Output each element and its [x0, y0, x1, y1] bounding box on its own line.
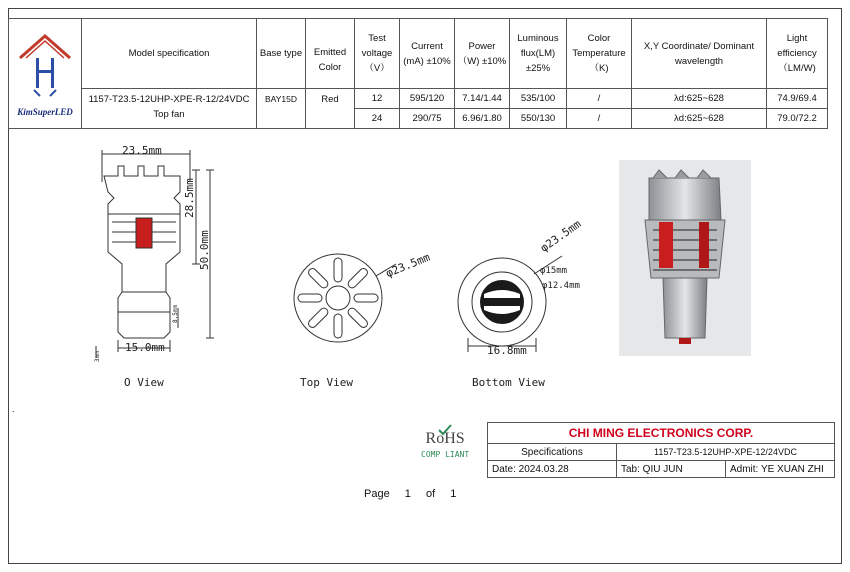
header-efficiency: Light efficiency （LM/W) [767, 19, 828, 89]
front-pin-dim: 8.5mm [172, 304, 179, 323]
check-icon [438, 424, 452, 436]
row2-flux: 550/130 [510, 109, 567, 129]
spec-value: 1157-T23.5-12UHP-XPE-12/24VDC [617, 444, 835, 461]
front-small-dim: 3mm [94, 351, 101, 362]
row2-xy: λd:625~628 [632, 109, 767, 129]
bottom-dia1-dim: φ23.5mm [538, 217, 584, 255]
row1-efficiency: 74.9/69.4 [767, 89, 828, 109]
header-current: Current (mA) ±10% [400, 19, 455, 89]
header-base-type: Base type [257, 19, 306, 89]
row2-current: 290/75 [400, 109, 455, 129]
row2-voltage: 24 [355, 109, 400, 129]
row2-power: 6.96/1.80 [455, 109, 510, 129]
front-view-drawing [88, 142, 238, 362]
row1-voltage: 12 [355, 89, 400, 109]
base-type-value: BAY15D [257, 89, 306, 129]
front-base-width-dim: 15.0mm [125, 341, 165, 354]
row1-color-temp: / [567, 89, 632, 109]
header-power: Power （W) ±10% [455, 19, 510, 89]
top-view-label: Top View [300, 376, 353, 389]
header-color-temp: Color Temperature （K) [567, 19, 632, 89]
header-emitted-color: Emitted Color [306, 19, 355, 89]
product-photo [619, 160, 751, 356]
bottom-view-label: Bottom View [472, 376, 545, 389]
date-field: Date: 2024.03.28 [488, 461, 617, 478]
rohs-compliant: COMP LIANT [421, 450, 470, 459]
page-of: of [425, 488, 436, 500]
led-bulb-photo-icon [619, 160, 751, 356]
logo [9, 19, 82, 129]
row1-current: 595/120 [400, 89, 455, 109]
row1-power: 7.14/1.44 [455, 89, 510, 109]
bottom-width-dim: 16.8mm [487, 344, 527, 357]
rohs-text: RoHS [425, 430, 465, 447]
model-sub: Top fan [153, 109, 185, 120]
stray-dot: . [12, 404, 15, 414]
kimsuperled-logo-icon [12, 28, 78, 108]
tab-field: Tab: QIU JUN [617, 461, 726, 478]
row1-flux: 535/100 [510, 89, 567, 109]
header-flux: Luminous flux(LM) ±25% [510, 19, 567, 89]
model-name: 1157-T23.5-12UHP-XPE-R-12/24VDC [88, 94, 250, 105]
model-cell [82, 89, 257, 129]
top-view-drawing [290, 244, 400, 354]
page-indicator [364, 488, 468, 500]
page-word: Page [364, 488, 390, 500]
front-height-total-dim: 50.0mm [198, 230, 211, 270]
front-width-dim: 23.5mm [122, 144, 162, 157]
spec-table [8, 18, 828, 129]
company-name: CHI MING ELECTRONICS CORP. [488, 423, 835, 444]
header-test-voltage: Test voltage （V） [355, 19, 400, 89]
row1-xy: λd:625~628 [632, 89, 767, 109]
bottom-dia2-dim: φ15mm [540, 266, 568, 276]
top-dia-dim: φ23.5mm [384, 250, 432, 281]
brand-text: KimSuperLED [17, 106, 73, 117]
header-model: Model specification [82, 19, 257, 89]
front-view-label: O View [124, 376, 164, 389]
page-total: 1 [450, 488, 457, 500]
page-number: 1 [404, 488, 411, 500]
header-xy: X,Y Coordinate/ Dominant wavelength [632, 19, 767, 89]
emitted-color-value: Red [306, 89, 355, 129]
row2-efficiency: 79.0/72.2 [767, 109, 828, 129]
front-height-top-dim: 28.5mm [183, 178, 196, 218]
row2-color-temp: / [567, 109, 632, 129]
bottom-dia3-dim: φ12.4mm [542, 281, 580, 291]
spec-label: Specifications [488, 444, 617, 461]
title-block [487, 422, 835, 478]
admit-field: Admit: YE XUAN ZHI [726, 461, 835, 478]
